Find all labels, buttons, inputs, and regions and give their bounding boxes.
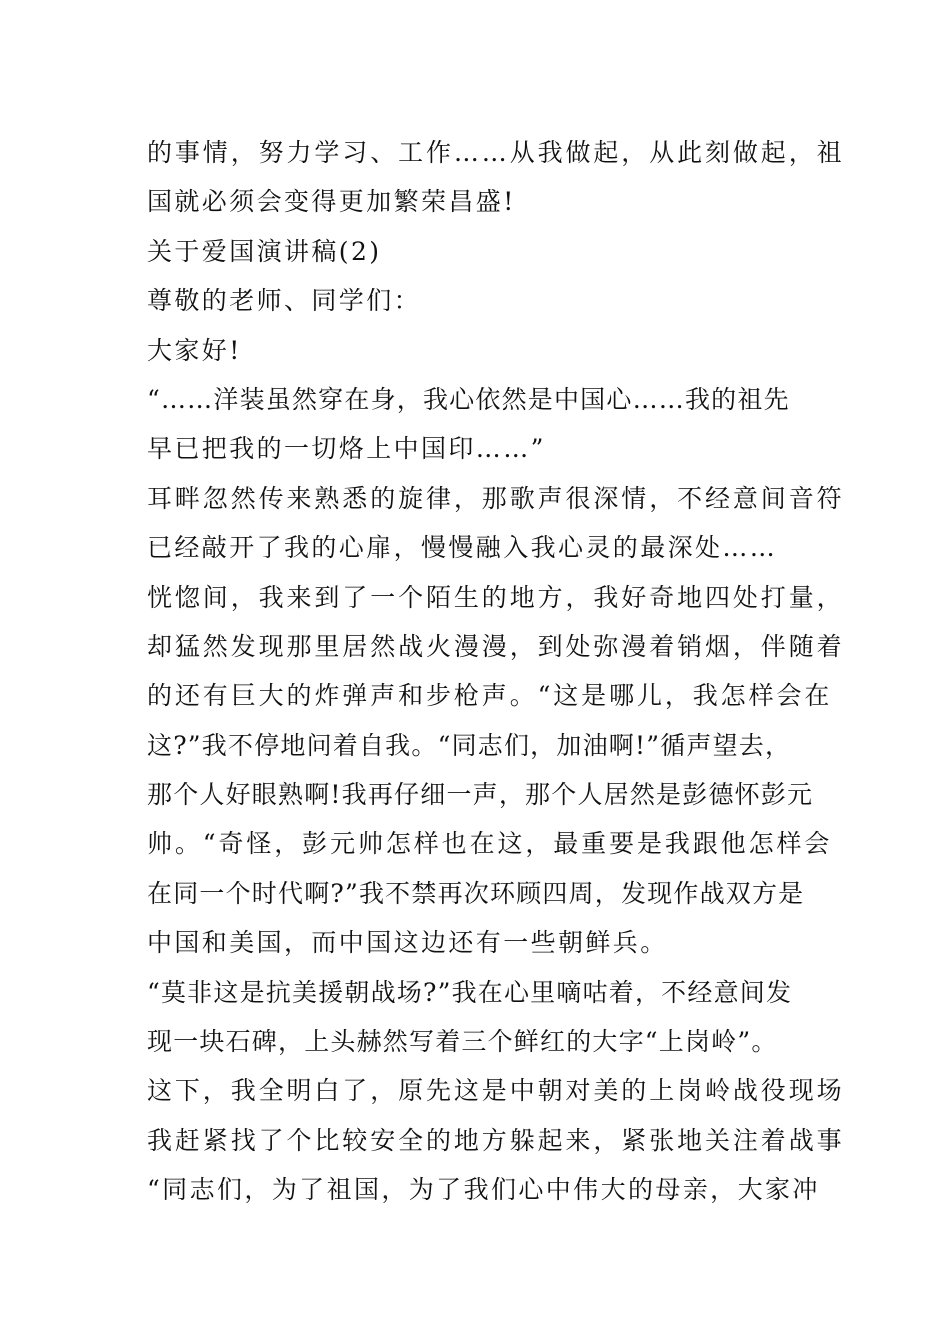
text-line: 这下，我全明白了，原先这是中朝对美的上岗岭战役现场 [147, 1076, 845, 1106]
text-line: “同志们，为了祖国，为了我们心中伟大的母亲，大家冲 [147, 1175, 820, 1205]
text-line: 早已把我的一切烙上中国印……” [147, 434, 546, 464]
body-text [147, 128, 847, 1215]
text-line: 我赶紧找了个比较安全的地方躲起来，紧张地关注着战事 [147, 1125, 845, 1155]
text-line: 的事情，努力学习、工作……从我做起，从此刻做起，祖 [147, 138, 845, 167]
text-line: 这?”我不停地问着自我。“同志们，加油啊!”循声望去， [147, 730, 792, 760]
text-line: 却猛然发现那里居然战火漫漫，到处弥漫着销烟，伴随着 [147, 631, 845, 661]
text-line: 帅。“奇怪，彭元帅怎样也在这，最重要是我跟他怎样会 [147, 829, 833, 859]
text-line: 中国和美国，而中国这边还有一些朝鲜兵。 [147, 928, 668, 958]
text-line: 现一块石碑，上头赫然写着三个鲜红的大字“上岗岭”。 [147, 1027, 778, 1057]
text-line: 耳畔忽然传来熟悉的旋律，那歌声很深情，不经意间音符 [147, 483, 845, 513]
text-line: 的还有巨大的炸弹声和步枪声。“这是哪儿，我怎样会在 [147, 681, 833, 711]
text-line: 已经敲开了我的心扉，慢慢融入我心灵的最深处…… [147, 533, 778, 563]
text-line: 国就必须会变得更加繁荣昌盛! [147, 187, 516, 217]
greeting: 大家好! [147, 335, 242, 365]
text-line: 在同一个时代啊?”我不禁再次环顾四周，发现作战双方是 [147, 878, 805, 908]
text-line: 那个人好眼熟啊!我再仔细一声，那个人居然是彭德怀彭元 [147, 780, 814, 810]
greeting-salutation: 尊敬的老师、同学们： [147, 286, 422, 316]
section-heading: 关于爱国演讲稿(2) [147, 236, 382, 266]
text-line: 恍惚间，我来到了一个陌生的地方，我好奇地四处打量， [147, 582, 845, 612]
text-line: “莫非这是抗美援朝战场?”我在心里嘀咕着，不经意间发 [147, 977, 793, 1007]
text-line: “……洋装虽然穿在身，我心依然是中国心……我的祖先 [147, 384, 790, 414]
